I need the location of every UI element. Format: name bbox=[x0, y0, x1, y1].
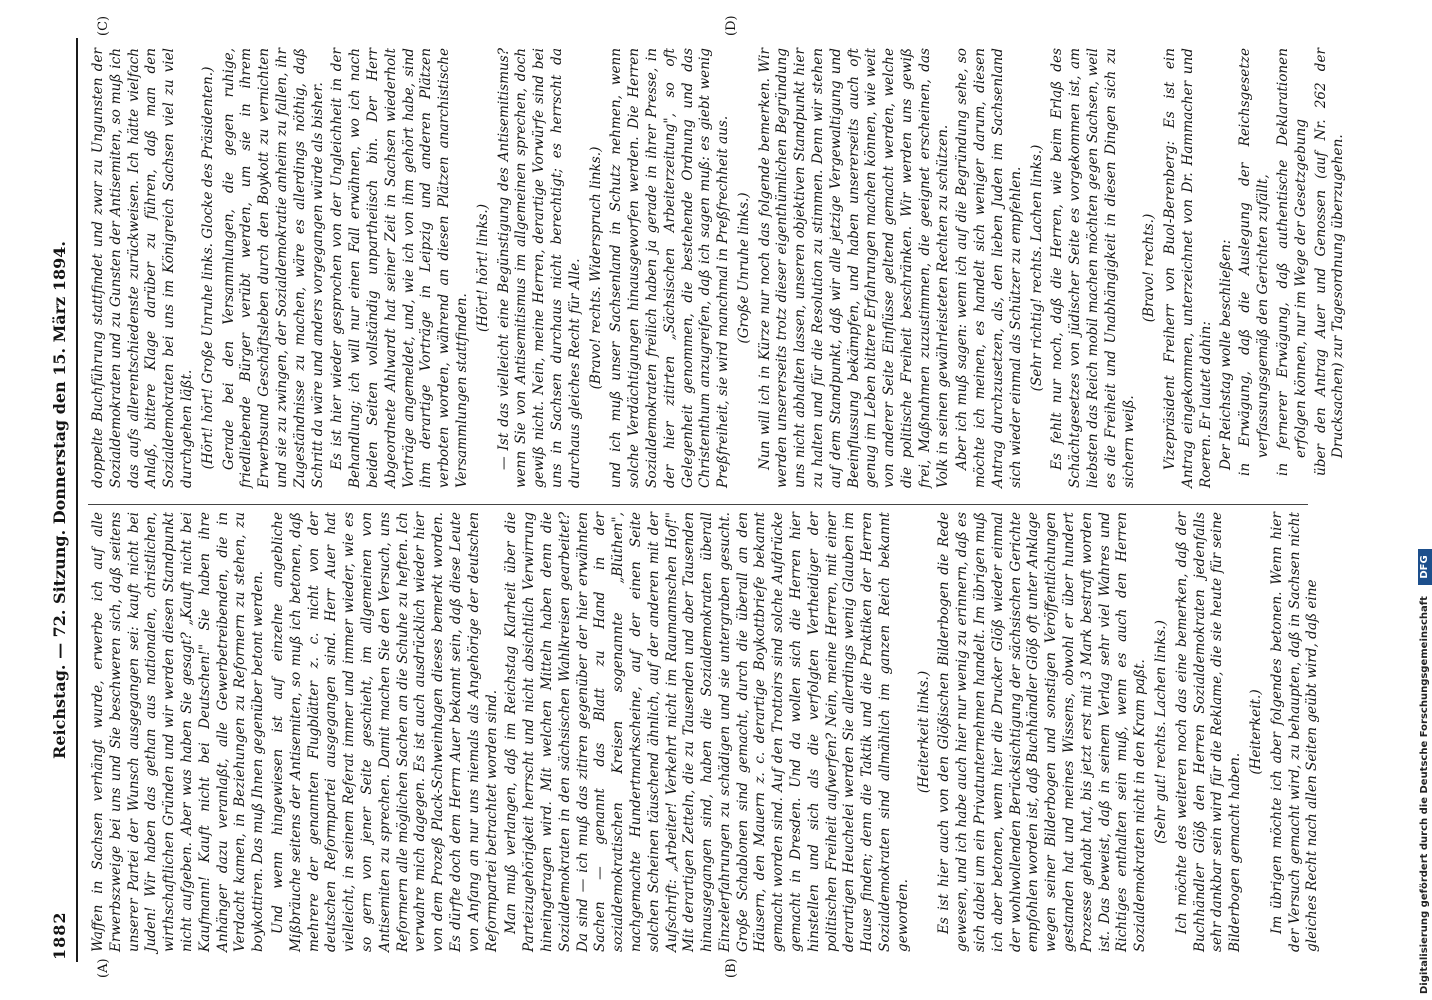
margin-marker-c: (C) bbox=[96, 15, 111, 36]
motion-clause: in fernerer Erwägung, daß authentische Deklarationen erfolgen können, nur im Wege der Gesetzgebung bbox=[1275, 48, 1309, 476]
motion-clause: über den Antrag Auer und Genossen (auf Nr. 262 der Drucksachen) zur Tagesordnung überzugehen. bbox=[1312, 48, 1347, 476]
dfg-logo: DFG bbox=[1418, 549, 1432, 584]
digitization-credit: Digitalisierung gefördert durch die Deutsche Forschungsgemeinschaft bbox=[1419, 596, 1430, 994]
paragraph: doppelte Buchführung stattfindet und zwar zu Ungunsten der Sozialdemokraten und zu Gunsten der Antisemiten, so muß ich das aufs allerentschiedenste zurückweisen. Ich hätte vielfach Anlaß, bittere Klage darüber zu führen, daß man den Sozialdemokraten bei uns im Königreich Sachsen viel zu viel durchgehen läßt. bbox=[90, 48, 195, 488]
paragraph: Es ist hier auch von den Glößischen Bilderbogen die Rede gewesen, und ich habe auch hier nur wenig zu erinnern, daß es sich dabei um ein Privatunternehmen handelt. Im übrigen muß ich aber betonen, wenn hier die Drucker Glöß wieder einmal der wohlwollenden Berücksichtigung der sächsischen Gerichte empfohlen worden ist, daß Buchhändler Glöß oft unter Anklage wegen seiner Bilderbogen und sonstigen Veröffentlichungen gestanden hat und meines Wissens, obwohl er über hundert Prozesse gehabt hat, bis jetzt erst mit 3 Mark bestraft worden ist. Das beweist, daß in seinem Verlag sehr viel Wahres und Richtiges enthalten sein muß, wenn es auch den Herren Sozialdemokraten nicht in den Kram paßt. bbox=[936, 512, 1149, 952]
motion-clause: in Erwägung, daß die Auslegung der Reichsgesetze verfassungsgemäß den Gerichten zufällt, bbox=[1237, 48, 1272, 476]
paragraph: Gerade bei den Versammlungen, die gegen ruhige, friedliebende Bürger verübt werden, um sie in ihrem Erwerbsund Geschäftsleben durch den Boykott zu vernichten und sie zu zwingen, der Sozialdemokratie anheim zu fallen, ihr Zugeständnisse zu machen, wäre es allerdings nöthig, daß Schritt da wäre und anders vorgegangen würde als bisher. bbox=[220, 48, 326, 488]
motion-intro: Der Reichstag wolle beschließen: bbox=[1217, 239, 1234, 470]
paragraph: Man muß verlangen, daß im Reichstag Klarheit über die Parteizugehörigkeit herrscht und nicht absichtlich Verwirrung hineingetragen wird. Mit welchen Mitteln haben denn die Sozialdemokraten in den sächsischen Wahlkreisen gearbeitet? Da sind — ich muß das zitiren gegenüber der hier erwähnten Sachen — genannt das Blatt zu Hand in der sozialdemokratischen Kreisen sogenannte „Blüthen", nachgemachte Hundertmarkscheine, auf der einen Seite solchen Scheinen täuschend ähnlich, auf der anderen mit der Aufschrift: „Arbeiter! Verkehrt nicht im Raumannschen Hof!" Mit derartigen Zetteln, die zu Tausenden und aber Tausenden hinausgegangen sind, haben die Sozialdemokraten überall Einzelerfahrungen zu schädigen und sie untergraben gesucht. Große Schablonen sind gemacht, durch die überall an den Häusern, den Mauern z. c. derartige Boykottbriefe bekannt gemacht worden sind. Auf den Trottoirs sind solche Aufdrücke gemacht in Dresden. Und da wollen sich die Herren hier hinstellen und sich als die verfolgten Vertheidiger der politischen Freiheit aufwerfen? Nein, meine Herren, mit einer derartigen Heuchelei werden Sie allerdings wenig Glauben im Hause finden; denn die Taktik und die Praktiken der Herren Sozialdemokraten sind allmählich im ganzen Reich bekannt geworden. bbox=[503, 512, 911, 952]
page-number: 1882 bbox=[50, 911, 69, 960]
paragraph: Es ist hier wieder gesprochen von der Ungleichheit in der Behandlung; ich will nur einen Fall erwähnen, wo ich nach beiden Seiten vollständig unpartheiisch bin. Der Herr Abgeordnete Ahlwardt hat seiner Zeit in Sachsen wiederholt Vorträge angemeldet, und, wie ich von ihm gehört habe, sind ihm derartige Vorträge in Leipzig und anderen Plätzen verboten worden, während an diesen Plätzen anarchistische Versammlungen stattfinden. bbox=[329, 48, 470, 488]
paragraph: Nun will ich in Kürze nur noch das folgende bemerken. Wir werden unsererseits trotz dieser eigenthümlichen Begründung uns nicht abhalten lassen, unseren objektiven Standpunkt hier zu halten und für die Resolution zu stimmen. Denn wir stehen auf dem Standpunkt, daß wir alle jetzige Vergewaltigung und Beeinflussung bekämpfen, und haben unsererseits auch oft genug im Leben bittere Erfahrungen machen können, wie weit von anderer Seite Einflüsse geltend gemacht werden, welche die politische Freiheit beschränken. Wir werden uns gewiß frei, Maßnahmen zuzustimmen, die geeignet erscheinen, das Volk in seinen gewährleisteten Rechten zu schützen. bbox=[756, 48, 951, 488]
interjection: (Bravo! rechts. Widerspruch links.) bbox=[587, 146, 604, 390]
interjection: (Sehr richtig! rechts. Lachen links.) bbox=[1028, 144, 1045, 392]
interjection: (Heiterkeit.) bbox=[1248, 689, 1264, 775]
margin-marker-b: (B) bbox=[724, 958, 739, 978]
paragraph: Es fehlt nur noch, daß die Herren, wie beim Erlaß des Schächtgesetzes von jüdischer Seite es vorgekommen ist, am liebsten das Reich mobil machen möchten gegen Sachsen, weil es die Freiheit und Unabhängigkeit in diesen Dingen sich zu sichern weiß. bbox=[1049, 48, 1137, 488]
credit-strip bbox=[1418, 0, 1432, 1000]
header-title: Reichstag. — 72. Sitzung. Donnerstag den 15. März 1894. bbox=[50, 241, 69, 759]
interjection: (Bravo! rechts.) bbox=[1141, 213, 1158, 323]
interjection: (Sehr gut! rechts. Lachen links.) bbox=[1153, 620, 1170, 844]
interjection: (Hört! hört! links.) bbox=[474, 203, 491, 333]
paragraph: Und wenn hingewiesen ist auf einzelne angebliche Mißbräuche seitens der Antisemiten, so muß ich betonen, daß mehrere der genannten Flugblätter z. c. nicht von der deutschen Reformpartei ausgegangen sind. Herr Auer hat vielleicht, in seinem Referat immer und immer wieder, wie es so gern von jener Seite geschieht, im allgemeinen von Antisemiten zu sprechen. Damit machen Sie den Versuch, uns Reformern alle möglichen Sachen an die Schuhe zu heften. Ich verwahre mich dagegen. Es ist auch ausdrücklich wieder hier von dem Prozeß Plack-Schweinhagen dieses bemerkt worden. Es dürfte doch dem Herrn Auer bekannt sein, daß diese Leute von Anfang an nur uns niemals als Angehörige der deutschen Reformpartei betrachtet worden sind. bbox=[269, 512, 500, 952]
text-column-left bbox=[90, 512, 1321, 952]
margin-marker-d: (D) bbox=[724, 15, 739, 36]
paragraph: — Ist das vielleicht eine Begünstigung des Antisemitismus? wenn Sie von Antisemitismus im allgemeinen sprechen, doch gewiß nicht. Nein, meine Herren, derartige Vorwürfe sind bei uns in Sachsen durchaus nicht berechtigt; es herrscht da durchaus gleiches Recht für Alle. bbox=[495, 48, 583, 488]
margin-marker-a: (A) bbox=[96, 958, 111, 978]
paragraph: Waffen in Sachsen verhängt wurde, erwerbe ich auf alle Erwerbszweige bei uns und Sie beschweren sich, daß seitens unserer Partei der Wunsch ausgegangen sei: kauft nicht bei Juden! Wir haben das gethan aus nationalen, christlichen, wirthschaftlichen Gründen und wir werden diesen Standpunkt nicht aufgeben. Aber was haben Sie gesagt? „Kauft nicht bei Kaufmann! Kauft nicht bei Deutschen!" Sie haben ihre Anhänger dazu veranlaßt, alle Gewerbetreibenden, die in Verdacht kamen, in Beziehungen zu Reformern zu stehen, zu boykottiren. Das muß Ihnen gegenüber betont werden. bbox=[90, 512, 267, 952]
interjection: (Große Unruhe links.) bbox=[735, 192, 752, 344]
running-header bbox=[50, 40, 76, 960]
text-column-right bbox=[90, 48, 1347, 488]
paragraph: Im übrigen möchte ich aber folgendes betonen. Wenn hier der Versuch gemacht wird, zu behaupten, daß in Sachsen nicht gleiches Recht nach allen Seiten geübt wird, daß eine bbox=[1268, 512, 1321, 952]
paragraph: Ich möchte des weiteren noch das eine bemerken, daß der Buchhändler Glöß den Herren Sozialdemokraten jedenfalls sehr dankbar sein wird für die Reklame, die sie heute für seine Bilderbogen gemacht haben. bbox=[1173, 512, 1244, 952]
header-rule bbox=[76, 38, 78, 962]
paragraph: Aber ich muß sagen: wenn ich auf die Begründung sehe, so möchte ich meinen, es handelt sich weniger darum, diesen Antrag durchzusetzen, als, den lieben Juden im Sachsenland sich wieder einmal als Schützer zu empfehlen. bbox=[954, 48, 1024, 488]
paragraph: und ich muß unser Sachsenland in Schutz nehmen, wenn solche Verdächtigungen hinausgeworfen werden. Die Herren Sozialdemokraten freilich haben ja gerade in ihrer Presse, in der hier zitirten „Sächsischen Arbeiterzeitung", so oft Gelegenheit genommen, die bestehende Ordnung und das Christenthum anzugreifen, daß ich sagen muß: es giebt wenig Preßfreiheit, sie wird manchmal in Preßfrechheit aus. bbox=[608, 48, 732, 488]
interjection: (Hört! hört! Große Unruhe links. Glocke des Präsidenten.) bbox=[199, 66, 216, 470]
speaker-paragraph: Vizepräsident Freiherr von Buol-Berenberg: Es ist ein Antrag eingekommen, unterzeichnet von Dr. Hammacher und Roeren. Er lautet dahin: bbox=[1162, 48, 1214, 488]
column-divider bbox=[88, 504, 1308, 505]
interjection: (Heiterkeit links.) bbox=[915, 670, 932, 794]
